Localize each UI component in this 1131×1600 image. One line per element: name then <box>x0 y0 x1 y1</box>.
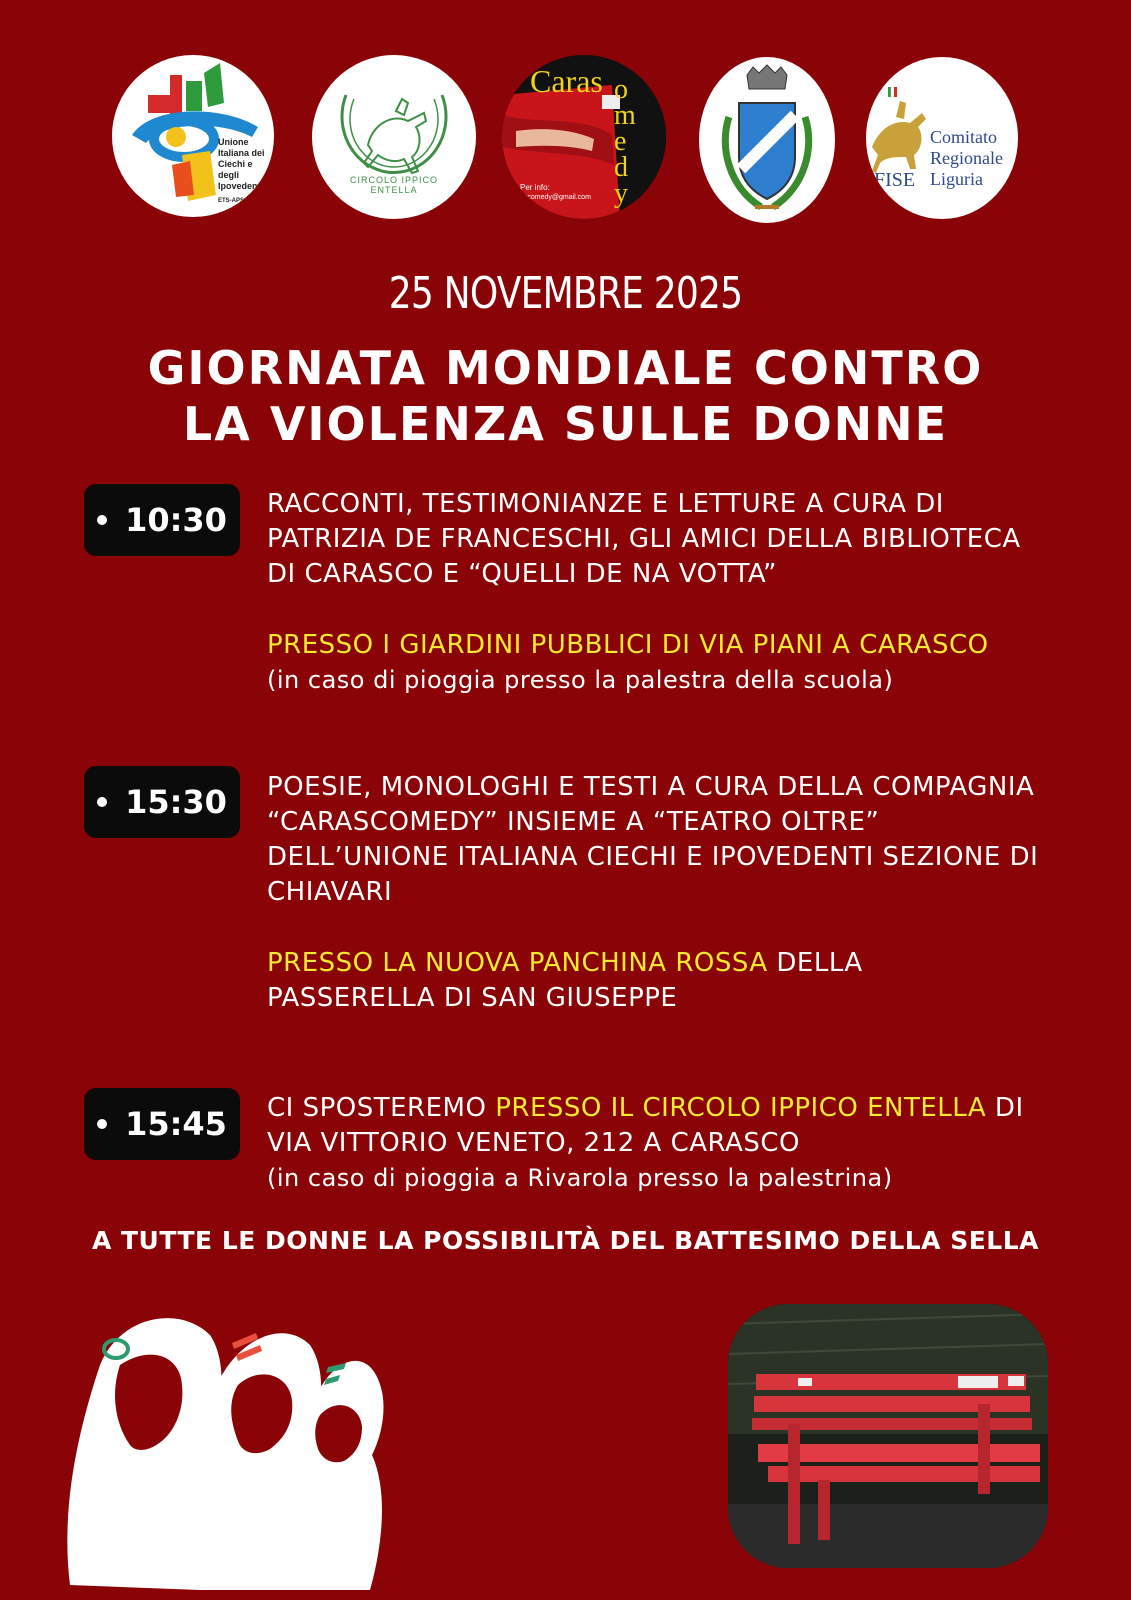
rain-note: (in caso di pioggia presso la palestra della scuola) <box>267 666 894 694</box>
place-highlight: PRESSO I GIARDINI PUBBLICI DI VIA PIANI A CARASCO <box>267 630 989 660</box>
circolo-ippico-logo <box>312 55 476 219</box>
circolo-name: CIRCOLO IPPICO ENTELLA <box>349 175 438 195</box>
schedule-item <box>267 770 1097 1016</box>
desc-line: DELL’UNIONE ITALIANA CIECHI E IPOVEDENTI SEZIONE DI <box>267 842 1039 872</box>
desc-text: DI <box>986 1093 1024 1123</box>
carascomedy-info: Per info: <box>520 183 550 192</box>
uici-line: Ciechi e degli <box>218 159 253 180</box>
uici-line: Ipovedenti <box>218 181 264 191</box>
desc-line: DI CARASCO E “QUELLI DE NA VOTTA” <box>267 559 777 589</box>
bullet-icon <box>97 515 107 525</box>
desc-text: CI SPOSTEREMO <box>267 1093 496 1123</box>
carascomedy-title: Caras <box>530 63 603 99</box>
time-badge <box>84 1088 240 1160</box>
time-label: 15:30 <box>125 783 227 821</box>
bullet-icon <box>97 1119 107 1129</box>
red-bench-photo <box>728 1304 1048 1568</box>
desc-line: “CARASCOMEDY” INSIEME A “TEATRO OLTRE” <box>267 807 880 837</box>
bullet-icon <box>97 797 107 807</box>
place-highlight: PRESSO LA NUOVA PANCHINA ROSSA <box>267 948 768 978</box>
desc-line: PATRIZIA DE FRANCESCHI, GLI AMICI DELLA BIBLIOTECA <box>267 524 1021 554</box>
battesimo-banner: A TUTTE LE DONNE LA POSSIBILITÀ DEL BATTESIMO DELLA SELLA <box>91 1226 1040 1255</box>
schedule-item <box>267 1091 1097 1196</box>
time-badge <box>84 484 240 556</box>
carasco-shield-text: CARASCO <box>753 125 784 156</box>
place-highlight: PRESSO IL CIRCOLO IPPICO ENTELLA <box>495 1093 987 1123</box>
desc-line: VIA VITTORIO VENETO, 212 A CARASCO <box>267 1128 800 1158</box>
place-text: DELLA <box>767 948 863 978</box>
event-date: 25 NOVEMBRE 2025 <box>388 268 743 319</box>
schedule-item <box>267 487 1097 698</box>
carascomedy-logo <box>502 55 666 219</box>
fise-line: Liguria <box>930 169 983 189</box>
desc-line: RACCONTI, TESTIMONIANZE E LETTURE A CURA DI <box>267 489 944 519</box>
title-line: GIORNATA MONDIALE CONTRO <box>147 341 984 395</box>
place-text: PASSERELLA DI SAN GIUSEPPE <box>267 983 678 1013</box>
time-label: 10:30 <box>125 501 227 539</box>
uici-line: ETS-APS <box>218 198 245 204</box>
fise-mark: FISE <box>874 169 916 191</box>
fise-logo <box>866 57 1018 219</box>
fise-line: Regionale <box>930 148 1003 168</box>
carasco-logo <box>699 57 835 223</box>
title-line: LA VIOLENZA SULLE DONNE <box>182 397 949 451</box>
uici-line: Unione <box>218 137 249 147</box>
time-badge <box>84 766 240 838</box>
fise-line: Comitato <box>930 127 997 147</box>
uici-logo <box>112 55 274 217</box>
women-faces-icon <box>60 1305 400 1590</box>
red-bench-icon <box>728 1304 1048 1568</box>
event-title <box>0 340 1131 452</box>
sponsor-logos <box>0 55 1131 225</box>
women-illustration <box>60 1305 400 1590</box>
uici-line: Italiana dei <box>218 148 265 158</box>
desc-line: POESIE, MONOLOGHI E TESTI A CURA DELLA COMPAGNIA <box>267 772 1035 802</box>
rain-note: (in caso di pioggia a Rivarola presso la palestrina) <box>267 1164 893 1192</box>
carascomedy-email: ascomedy@gmail.com <box>520 194 591 201</box>
time-label: 15:45 <box>125 1105 227 1143</box>
desc-line: CHIAVARI <box>267 877 393 907</box>
carascomedy-vertical: omedy <box>614 74 636 209</box>
